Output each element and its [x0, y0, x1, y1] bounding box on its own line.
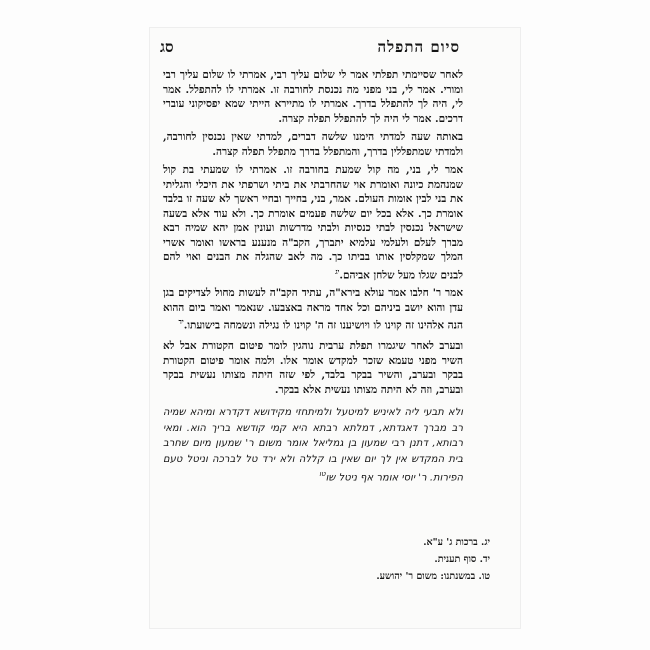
paragraph-text: אמר לי, בני, מה קול שמעת בחורבה זו. אמרתי לו שמעתי בת קול שמנהמת כיונה ואומרת אוי שהחרבתי את ביתי ושרפתי את היכלי והגליתי את בני לבין אומות העולם. אמר, בני, בחייך ובחיי ראשך לא שעה זו בלבד אומרת כך. אלא בכל יום שלשה פעמים אומרת כך. ולא עוד אלא בשעה שישראל נכנסין לבתי כנסיות ולבתי מדרשות ועונין אמן יהא שמיה רבא מברך לעלם ולעלמי עלמיא יתברך, הקב"ה מנענע בראשו ואומר אשרי המלך שמקלסין אותו בביתו כך. מה לאב שהגלה את הבנים ואוי להם לבנים שגלו מעל שלחן אביהם. — [163, 164, 463, 281]
footnotes — [360, 534, 490, 585]
paragraph-text: לאחר שסיימתי תפלתי אמר לי שלום עליך רבי, אמרתי לו שלום עליך רבי ומורי. אמר לי, בני מפני מה נכנסת לחורבה זו. אמרתי לו להתפלל. אמר לי, היה לך להתפלל בדרך. אמרתי לו מתיירא הייתי שמא יפסיקוני עוברי דרכים. אמר לי היה לך להתפלל תפלה קצרה. — [163, 69, 463, 125]
footnote: טו. במשנתנו: משום ר' יהושע. — [376, 571, 490, 582]
page-header — [160, 38, 460, 58]
paragraph — [163, 163, 463, 282]
running-title: סיום התפלה — [377, 38, 460, 56]
footnote: יד. סוף תענית. — [434, 554, 490, 565]
page-number: סג — [160, 38, 174, 56]
footnote-mark: יד — [178, 317, 184, 327]
page-body — [163, 68, 463, 486]
paragraph — [163, 286, 463, 333]
paragraph-text: באותה שעה למדתי הימנו שלשה דברים, למדתי שאין נכנסין לחורבה, ולמדתי שמתפללין בדרך, והמתפלל בדרך מתפלל תפלה קצרה. — [163, 131, 463, 158]
footnote-mark: יג — [335, 266, 340, 276]
footnote: יג. ברכות ג' ע"א. — [423, 537, 490, 548]
paragraph — [163, 405, 463, 486]
paragraph-text: ובערב לאחר שיגמרו תפלת ערבית נוהגין לומר פיטום הקטורת אבל לא השיר מפני טעמא שזכר למקדש אומר אלו. ולמה אומר פיטום הקטורת בבקר ובערב, והשיר בבקר בלבד, לפי שזה היתה מצותו נעשית בבקר ובערב, וזה לא היתה מצותו נעשית אלא בבקר. — [163, 340, 463, 396]
paragraph — [163, 339, 463, 397]
footnote-mark: טו — [319, 470, 326, 479]
paragraph — [163, 68, 463, 126]
paragraph-text: ולא תבעי ליה לאיניש למיטעל ולמיתחזי מקידושא דקדרא ומיהא שמיה רב מברך דאגדתא, דמלתא רבתא היא קמי קודשא בריך הוא. ומאי רבותא, דתנן רבי שמעון בן גמליאל אומר משום ר' שמעון מיום שחרב בית המקדש אין לך יום שאין בו קללה ולא ירד טל לברכה וניטל טעם הפירות. ר' יוסי אומר אף ניטל שו — [163, 407, 463, 484]
paragraph — [163, 130, 463, 159]
paragraph-text: אמר ר' חלבו אמר עולא בירא"ה, עתיד הקב"ה לעשות מחול לצדיקים בגן עדן והוא יושב ביניהם וכל אחד מראה באצבעו. שנאמר ואמר ביום ההוא הנה אלהינו זה קוינו לו ויושיענו זה ה' קוינו לו נגילה ונשמחה בישועתו. — [163, 287, 463, 332]
